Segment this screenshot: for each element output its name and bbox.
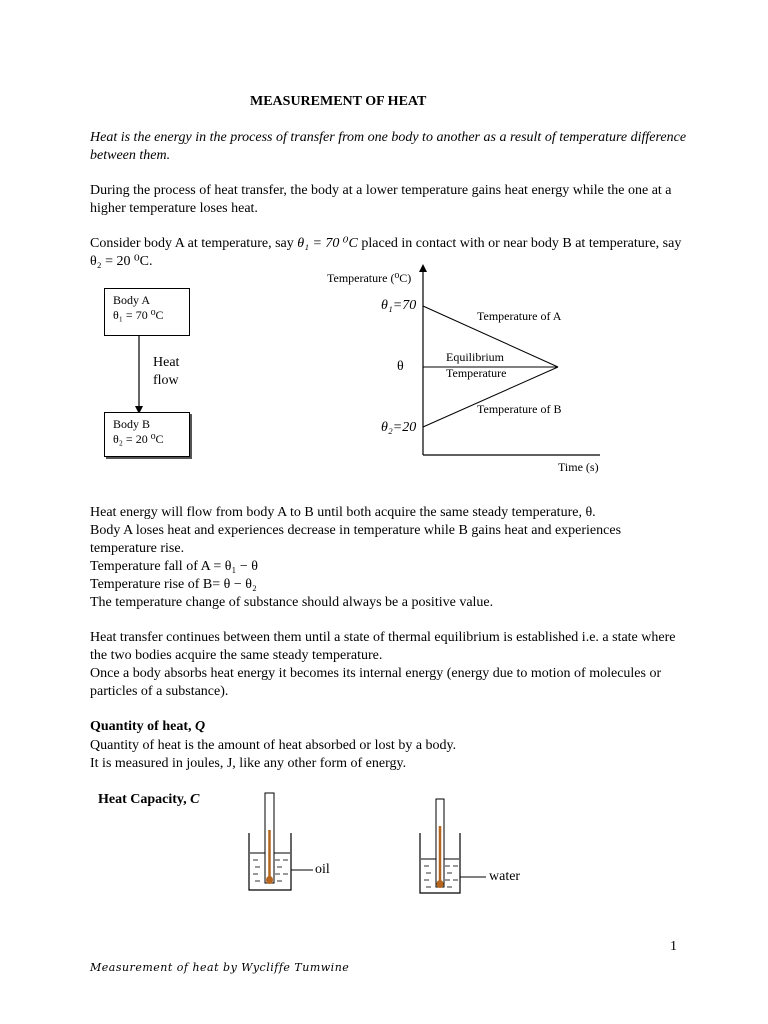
body-a-temp: θ₁ = 70 ⁰C bbox=[113, 308, 164, 322]
heat-capacity-symbol: C bbox=[190, 792, 200, 807]
quantity-heading bbox=[90, 718, 690, 736]
tick-theta2: θ₂=20 bbox=[381, 420, 417, 435]
equilibrium-line-2: Once a body absorbs heat energy it becomes its internal energy (energy due to motion of molecules or particles of a substance). bbox=[90, 666, 662, 699]
consider-text-start: Consider body A at temperature, say bbox=[90, 236, 298, 251]
equilibrium-paragraph bbox=[90, 629, 690, 701]
quantity-heading-text: Quantity of heat, bbox=[90, 719, 195, 734]
page-title: MEASUREMENT OF HEAT bbox=[250, 94, 427, 109]
label-equilibrium bbox=[446, 349, 506, 381]
consider-text-end: . bbox=[148, 254, 153, 269]
water-beaker-illustration bbox=[416, 796, 488, 896]
heat-transfer-paragraph: During the process of heat transfer, the body at a lower temperature gains heat energy while the one at a higher temperature loses heat. bbox=[90, 183, 672, 216]
heat-definition: Heat is the energy in the process of transfer from one body to another as a result of temperature difference between them. bbox=[90, 130, 687, 163]
theta1-value: θ₁ = 70 ⁰C bbox=[297, 236, 358, 251]
water-label: water bbox=[489, 869, 521, 884]
quantity-definition bbox=[90, 737, 690, 773]
y-axis-arrowhead bbox=[419, 264, 427, 272]
body-b-box bbox=[104, 412, 190, 457]
body-b-temp: θ₂ = 20 ⁰C bbox=[113, 432, 164, 446]
label-equilibrium-line2: Temperature bbox=[446, 366, 507, 380]
theta2-value: θ₂ = 20 ⁰C bbox=[90, 254, 149, 269]
temperature-rise-of-b: Temperature rise of B= θ − θ₂ bbox=[90, 577, 257, 592]
label-equilibrium-line1: Equilibrium bbox=[446, 350, 504, 364]
x-axis-label: Time (s) bbox=[558, 460, 599, 474]
body-a-box bbox=[104, 288, 190, 336]
heat-flow-arrow bbox=[130, 336, 150, 416]
consider-text-mid: placed in contact with or near body B at temperature, say bbox=[357, 236, 682, 251]
oil-thermometer-bulb bbox=[266, 876, 273, 884]
heat-capacity-heading bbox=[98, 791, 200, 809]
positive-value-note: The temperature change of substance should always be a positive value. bbox=[90, 595, 494, 610]
heat-flow-label-line1: Heat bbox=[153, 355, 180, 370]
label-temperature-a: Temperature of A bbox=[477, 309, 562, 323]
flow-line-1: Heat energy will flow from body A to B until both acquire the same steady temperature, θ. bbox=[90, 505, 596, 520]
flow-line-2: Body A loses heat and experiences decrease in temperature while B gains heat and experiences temperature rise. bbox=[90, 523, 622, 556]
quantity-symbol: Q bbox=[195, 719, 206, 734]
quantity-line-2: It is measured in joules, J, like any other form of energy. bbox=[90, 756, 407, 771]
oil-label: oil bbox=[315, 862, 330, 877]
y-axis-label: Temperature (⁰C) bbox=[327, 271, 412, 285]
temperature-time-graph bbox=[410, 260, 610, 465]
body-a-name: Body A bbox=[113, 293, 151, 307]
tick-theta: θ bbox=[397, 359, 404, 374]
quantity-line-1: Quantity of heat is the amount of heat absorbed or lost by a body. bbox=[90, 738, 457, 753]
heat-flow-label bbox=[153, 354, 179, 390]
label-temperature-b: Temperature of B bbox=[477, 402, 562, 416]
water-thermometer-bulb bbox=[437, 880, 444, 888]
equilibrium-line-1: Heat transfer continues between them until a state of thermal equilibrium is established i.e. a state where the two bodies acquire the same steady temperature. bbox=[90, 630, 676, 663]
temperature-fall-of-a: Temperature fall of A = θ₁ − θ bbox=[90, 559, 258, 574]
page-footer: Measurement of heat by Wycliffe Tumwine bbox=[90, 961, 350, 974]
page-number: 1 bbox=[670, 939, 677, 954]
body-b-name: Body B bbox=[113, 417, 151, 431]
tick-theta1: θ₁=70 bbox=[381, 298, 417, 313]
flow-paragraph bbox=[90, 504, 690, 612]
heat-flow-label-line2: flow bbox=[153, 373, 179, 388]
heat-capacity-heading-text: Heat Capacity, bbox=[98, 792, 191, 807]
oil-beaker-illustration bbox=[245, 790, 315, 895]
